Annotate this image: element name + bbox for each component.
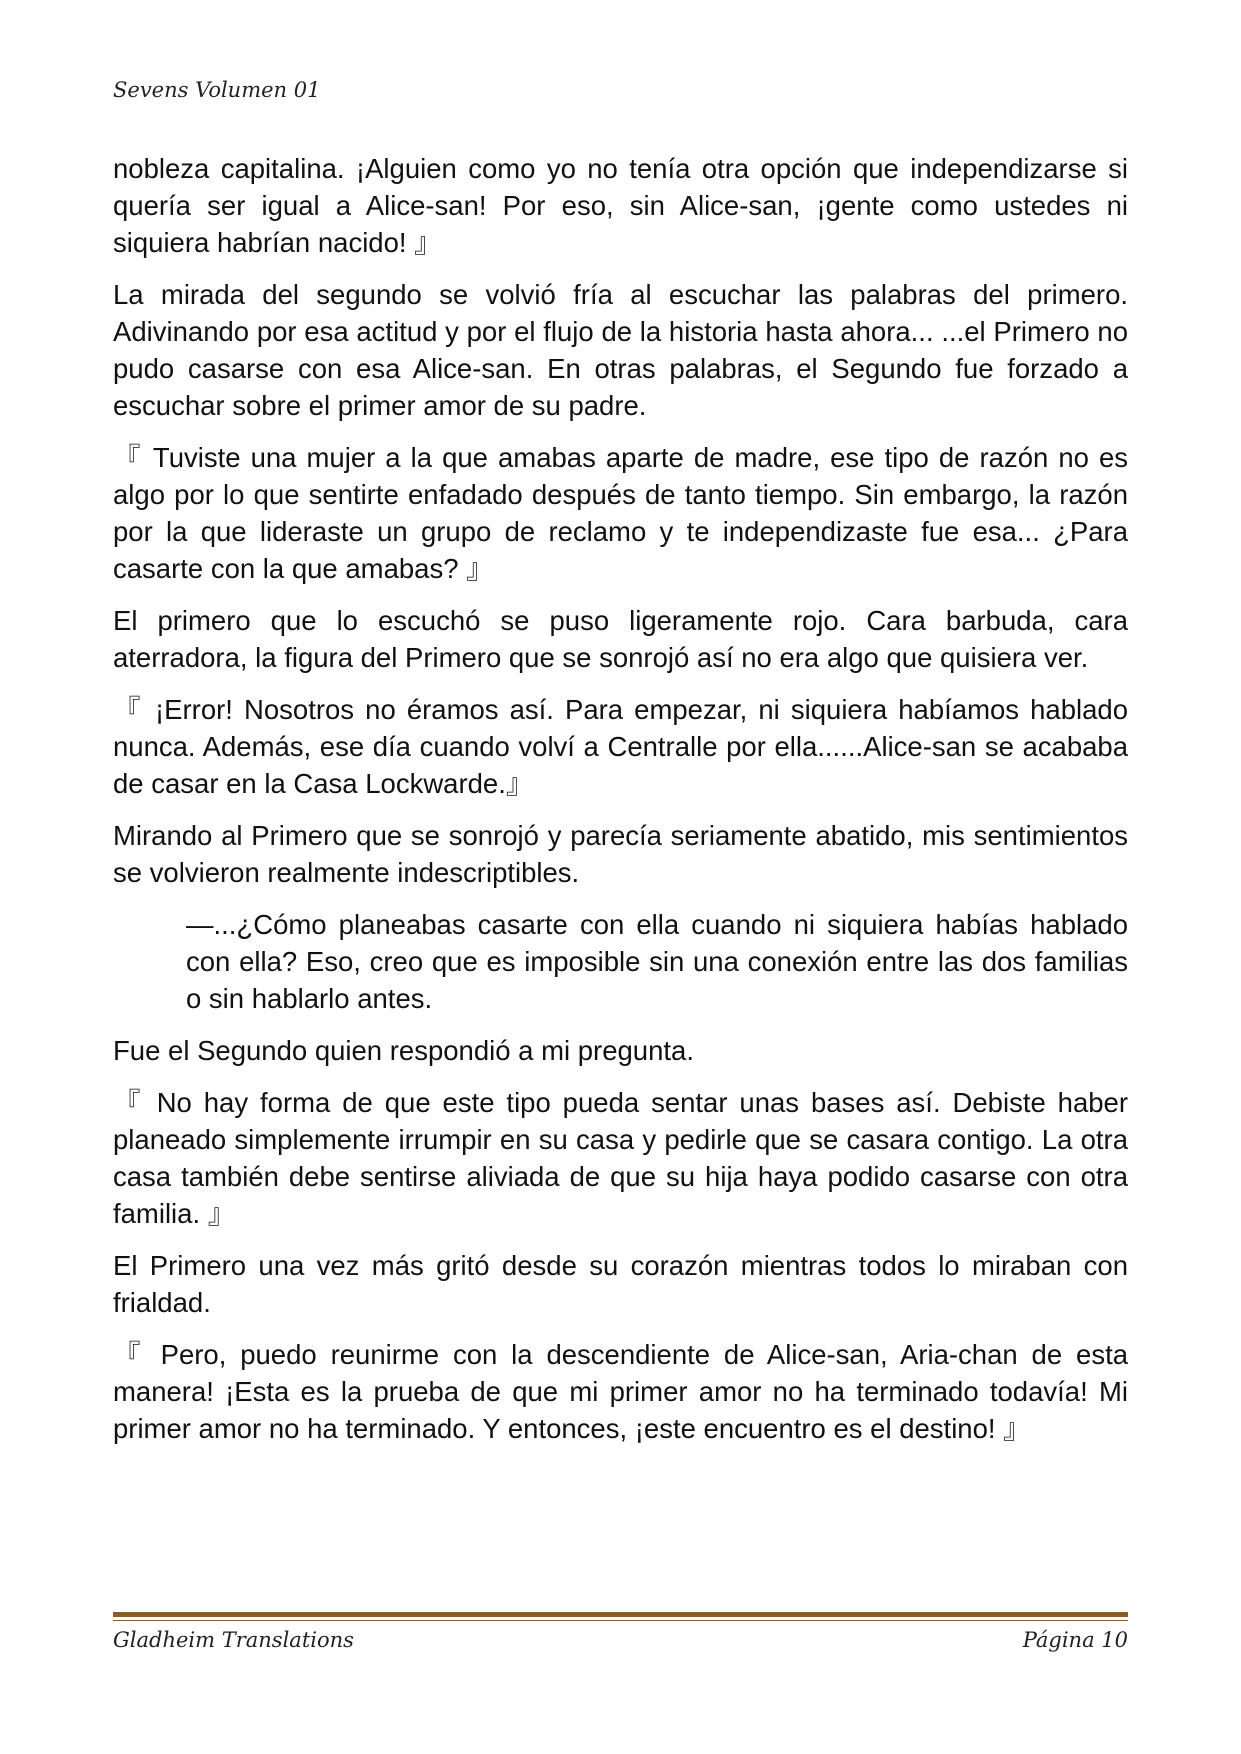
footer-rule [113,1612,1128,1617]
paragraph: 『 Pero, puedo reunirme con la descendiente de Alice-san, Aria-chan de esta manera! ¡Esta es la prueba de que mi primer amor no ha terminado todavía! Mi primer amor no ha terminado. Y entonces, ¡este encuentro es el destino! 』 [113,1339,1128,1444]
running-header: Sevens Volumen 01 [113,78,321,102]
footer-publisher: Gladheim Translations [113,1628,354,1652]
paragraph: Fue el Segundo quien respondió a mi pregunta. [113,1035,694,1066]
paragraph: El primero que lo escuchó se puso ligeramente rojo. Cara barbuda, cara aterradora, la figura del Primero que se sonrojó así no era algo que quisiera ver. [113,605,1128,673]
paragraph: nobleza capitalina. ¡Alguien como yo no tenía otra opción que independizarse si quería ser igual a Alice-san! Por eso, sin Alice-san, ¡gente como ustedes ni siquiera habrían nacido! 』 [113,153,1128,258]
body-text [113,150,1128,1462]
paragraph: Mirando al Primero que se sonrojó y parecía seriamente abatido, mis sentimientos se volvieron realmente indescriptibles. [113,820,1128,888]
paragraph: 『 Tuviste una mujer a la que amabas aparte de madre, ese tipo de razón no es algo por lo que sentirte enfadado después de tanto tiempo. Sin embargo, la razón por la que lideraste un grupo de reclamo y te independizaste fue esa... ¿Para casarte con la que amabas? 』 [113,442,1128,584]
paragraph: 『 ¡Error! Nosotros no éramos así. Para empezar, ni siquiera habíamos hablado nunca. Además, ese día cuando volví a Centralle por ella......Alice-san se acababa de casar en la Casa Lockwarde.』 [113,694,1128,799]
page-number: Página 10 [1022,1628,1128,1652]
paragraph: La mirada del segundo se volvió fría al escuchar las palabras del primero. Adivinando por esa actitud y por el flujo de la historia hasta ahora... ...el Primero no pudo casarse con esa Alice-san. En otras palabras, el Segundo fue forzado a escuchar sobre el primer amor de su padre. [113,279,1128,421]
paragraph: El Primero una vez más gritó desde su corazón mientras todos lo miraban con frialdad. [113,1250,1128,1318]
indented-thought: —...¿Cómo planeabas casarte con ella cuando ni siquiera habías hablado con ella? Eso, creo que es imposible sin una conexión entre las dos familias o sin hablarlo antes. [186,909,1128,1014]
paragraph: 『 No hay forma de que este tipo pueda sentar unas bases así. Debiste haber planeado simplemente irrumpir en su casa y pedirle que se casara contigo. La otra casa también debe sentirse aliviada de que su hija haya podido casarse con otra familia. 』 [113,1087,1128,1229]
footer-rule-thin [113,1620,1128,1621]
